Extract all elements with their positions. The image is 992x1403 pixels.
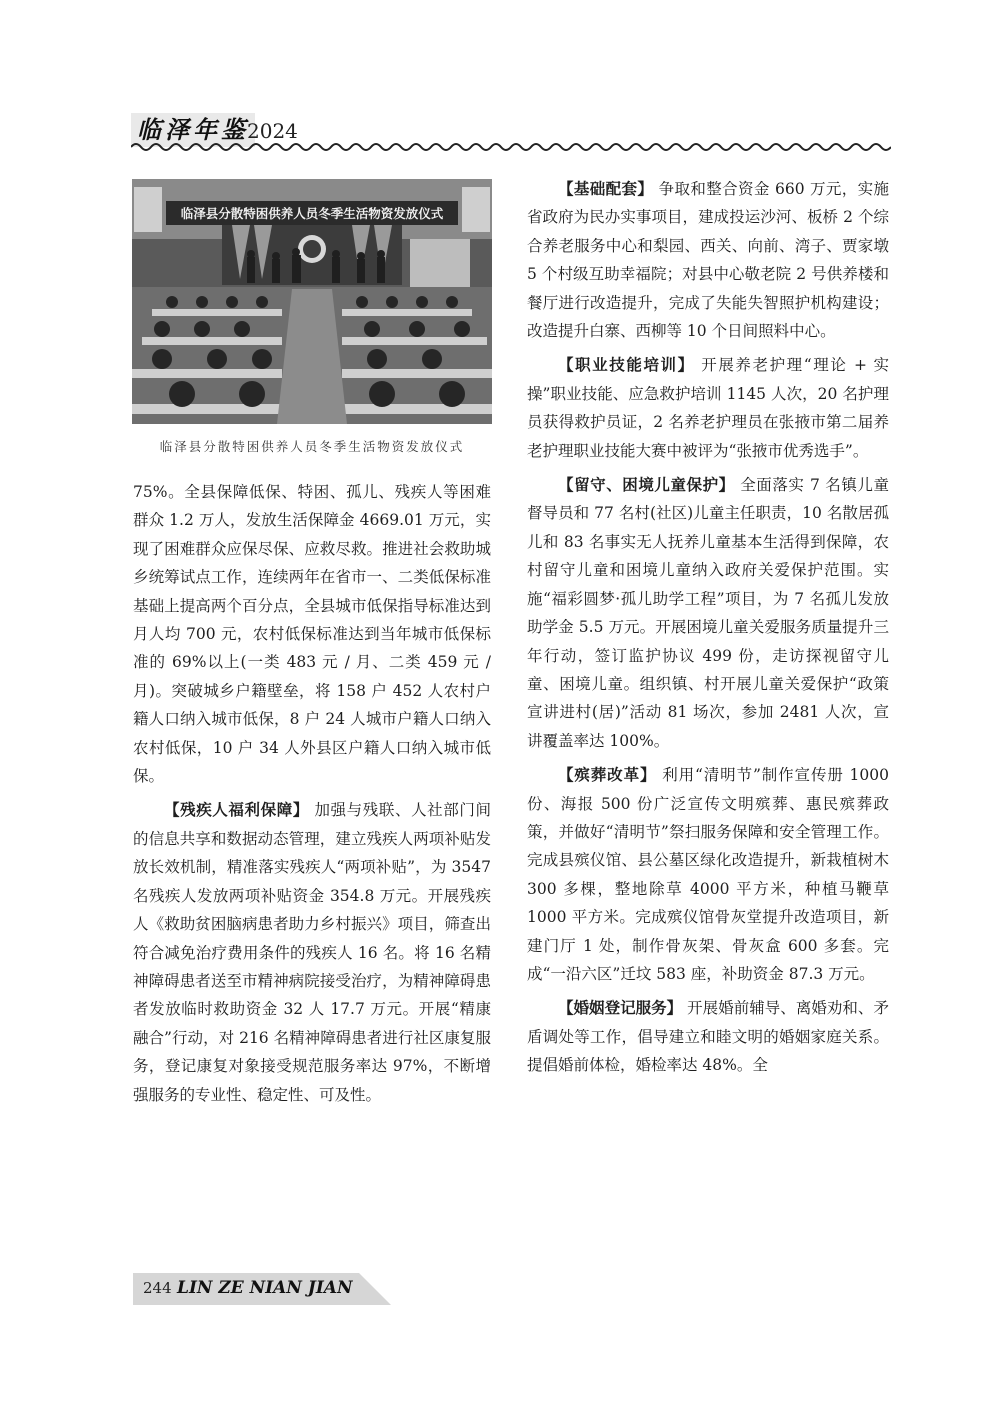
event-photo xyxy=(132,179,492,424)
section-heading: 【基础配套】 xyxy=(558,180,654,198)
footer-title: LIN ZE NIAN JIAN xyxy=(177,1278,353,1298)
left-column xyxy=(133,478,491,1115)
section-body: 利用“清明节”制作宣传册 1000 份、海报 500 份广泛宣传文明殡葬、惠民殡葬政策，并做好“清明节”祭扫服务保障和安全管理工作。完成县殡仪馆、县公墓区绿化改造提升，新栽植树木 300 多棵，整地除草 4000 平方米，种植马鞭草 1000 平方米。完成殡仪馆骨灰堂提升改造项目，新建门厅 1 处，制作骨灰架、骨灰盒 600 多套。完成“一沿六区”迁坟 583 座，补助资金 87.3 万元。 xyxy=(527,766,889,983)
yearbook-year: 2024 xyxy=(247,119,298,143)
section-heading: 【残疾人福利保障】 xyxy=(164,801,309,820)
section-heading: 【职业技能培训】 xyxy=(558,356,695,375)
right-section-funeral xyxy=(527,761,889,988)
right-section-marriage xyxy=(527,994,889,1079)
section-heading: 【殡葬改革】 xyxy=(558,766,657,785)
page-header xyxy=(131,113,891,153)
left-paragraph-1: 75%。全县保障低保、特困、孤儿、残疾人等困难群众 1.2 万人，发放生活保障金 4669.01 万元，实现了困难群众应保尽保、应救尽救。推进社会救助城乡统筹试点工作，连续两年在省市一、二类低保标准基础上提高两个百分点，全县城市低保指导标准达到月人均 700 元，农村低保标准达到当年城市低保标准的 69%以上(一类 483 元 / 月、二类 459 元 / 月)。突破城乡户籍壁垒，将 158 户 452 人农村户籍人口纳入城市低保，8 户 24 人城市户籍人口纳入农村低保，10 户 34 人外县区户籍人口纳入城市低保。 xyxy=(133,483,491,786)
section-heading: 【婚姻登记服务】 xyxy=(558,999,683,1018)
section-body: 开展养老护理“理论 + 实操”职业技能、应急救护培训 1145 人次，20 名护理员获得救护员证，2 名养老护理员在张掖市第二届养老护理职业技能大赛中被评为“张掖市优秀选手”。 xyxy=(527,356,889,460)
section-body: 加强与残联、人社部门间的信息共享和数据动态管理，建立残疾人两项补贴发放长效机制，精准落实残疾人“两项补贴”，为 3547 名残疾人发放两项补贴资金 354.8 万元。开展残疾人《救助贫困脑病患者助力乡村振兴》项目，筛查出符合减免治疗费用条件的残疾人 16 名。将 16 名精神障碍患者送至市精神病院接受治疗，为精神障碍患者发放临时救助资金 32 人 17.7 万元。开展“精康融合”行动，对 216 名精神障碍患者进行社区康复服务，登记康复对象接受规范服务率达 97%，不断增强服务的专业性、稳定性、可及性。 xyxy=(133,801,491,1104)
right-column xyxy=(527,175,889,1086)
right-section-training xyxy=(527,351,889,465)
header-wave-rule xyxy=(131,141,891,153)
right-section-children xyxy=(527,471,889,755)
section-body: 争取和整合资金 660 万元，实施省政府为民办实事项目，建成投运沙河、板桥 2 个综合养老服务中心和梨园、西关、向前、湾子、贾家墩 5 个村级互助幸福院；对县中心敬老院 2 号供养楼和餐厅进行改造提升，完成了失能失智照护机构建设；改造提升白寨、西柳等 10 个日间照料中心。 xyxy=(527,180,889,341)
page-footer xyxy=(133,1273,391,1305)
right-section-infrastructure xyxy=(527,175,889,345)
section-body: 全面落实 7 名镇儿童督导员和 77 名村(社区)儿童主任职责，10 名散居孤儿和 83 名事实无人抚养儿童基本生活得到保障，农村留守儿童和困境儿童纳入政府关爱保护范围。实施“福彩圆梦·孤儿助学工程”项目，为 7 名孤儿发放助学金 5.5 万元。开展困境儿童关爱服务质量提升三年行动，签订监护协议 499 份，走访探视留守儿童、困境儿童。组织镇、村开展儿童关爱保护“政策宣讲进村(居)”活动 81 场次，参加 2481 人次，宣讲覆盖率达 100%。 xyxy=(527,476,889,750)
page-number: 244 xyxy=(143,1279,172,1297)
left-section-disability xyxy=(133,796,491,1108)
section-body: 开展婚前辅导、离婚劝和、矛盾调处等工作，倡导建立和睦文明的婚姻家庭关系。提倡婚前体检，婚检率达 48%。全 xyxy=(527,999,889,1075)
photo-banner-text: 临泽县分散特困供养人员冬季生活物资发放仪式 xyxy=(180,206,444,221)
yearbook-logo: 临泽年鉴 xyxy=(131,113,255,147)
photo-caption: 临泽县分散特困供养人员冬季生活物资发放仪式 xyxy=(159,439,465,454)
section-heading: 【留守、困境儿童保护】 xyxy=(558,476,735,495)
